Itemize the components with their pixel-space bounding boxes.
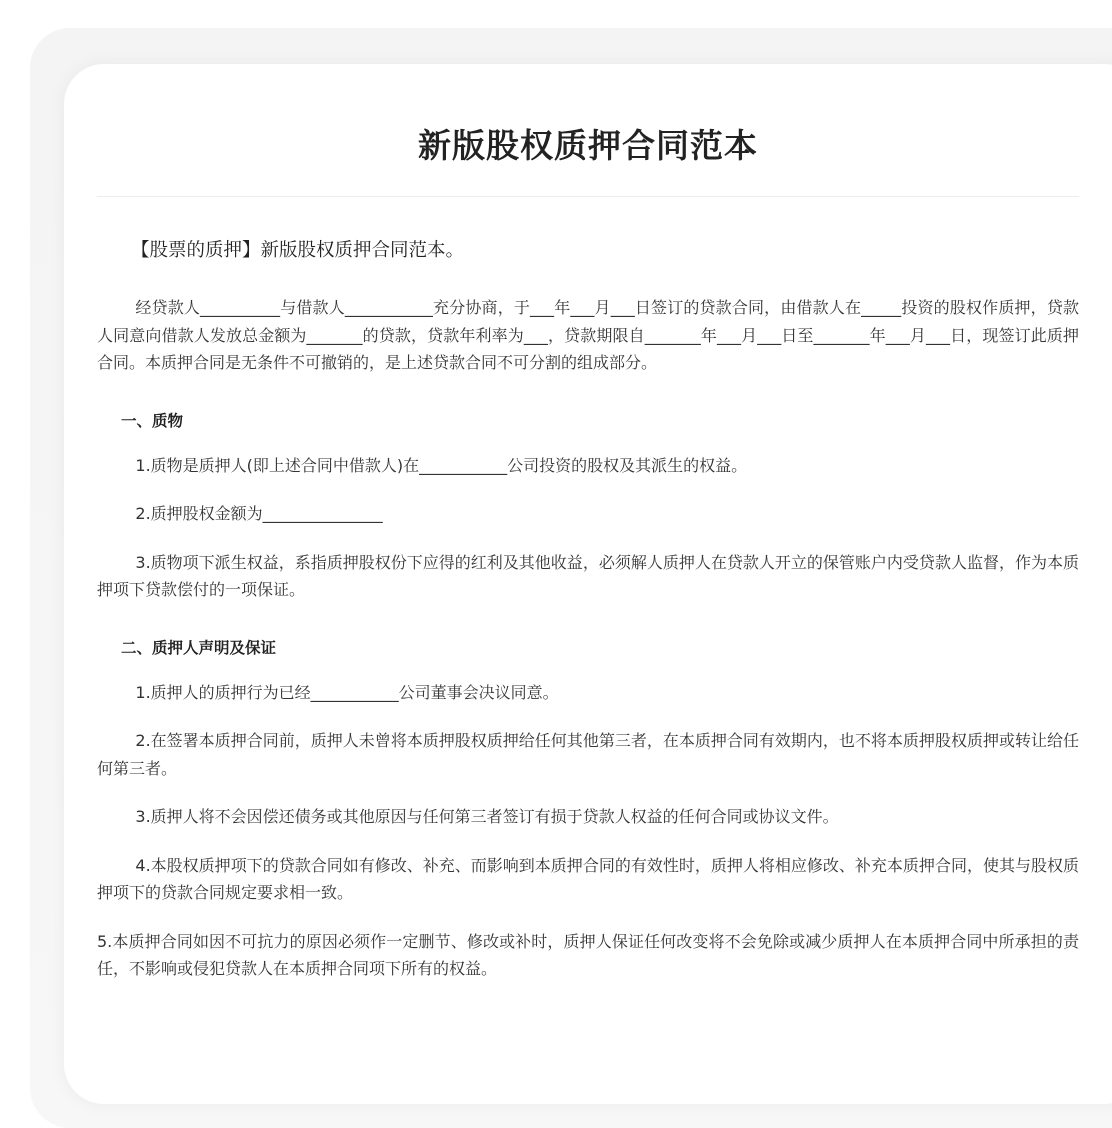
declaration-clause-3: 3.质押人将不会因偿还债务或其他原因与任何第三者签订有损于贷款人权益的任何合同或协议文件。 xyxy=(135,807,839,826)
intro-paragraph: 经贷款人__________与借款人___________充分协商，于___年___月___日签订的贷款合同，由借款人在_____投资的股权作质押，贷款人同意向借款人发放总金额为_______的贷款，贷款年利率为___，贷款期限自_______年___月___日至_______年___月___日，现签订此质押合同。本质押合同是无条件不可撤销的，是上述贷款合同不可分割的组成部分。 xyxy=(97,298,1079,372)
lead-paragraph: 【股票的质押】新版股权质押合同范本。 xyxy=(131,240,465,261)
document-title: 新版股权质押合同范本 xyxy=(418,126,758,165)
declaration-clause-1: 1.质押人的质押行为已经___________公司董事会决议同意。 xyxy=(135,682,559,702)
pledge-clause-2: 2.质押股权金额为_______________ xyxy=(135,504,383,523)
pledge-clause-1: 1.质物是质押人(即上述合同中借款人)在___________公司投资的股权及其派生的权益。 xyxy=(135,455,748,475)
pledge-clause-3: 3.质物项下派生权益，系指质押股权份下应得的红利及其他收益，必须解人质押人在贷款人开立的保管账户内受贷款人监督，作为本质押项下贷款偿付的一项保证。 xyxy=(97,552,1079,599)
declaration-clause-4: 4.本股权质押项下的贷款合同如有修改、补充、而影响到本质押合同的有效性时，质押人将相应修改、补充本质押合同，使其与股权质押项下的贷款合同规定要求相一致。 xyxy=(97,855,1079,902)
section-heading-declaration: 二、质押人声明及保证 xyxy=(121,638,277,657)
section-heading-pledge: 一、质物 xyxy=(121,411,184,430)
title-divider xyxy=(97,196,1079,197)
document-content xyxy=(97,64,1079,983)
declaration-clause-2: 2.在签署本质押合同前，质押人未曾将本质押股权质押给任何其他第三者，在本质押合同有效期内，也不将本质押股权质押或转让给任何第三者。 xyxy=(97,731,1079,778)
declaration-clause-5: 5.本质押合同如因不可抗力的原因必须作一定删节、修改或补时，质押人保证任何改变将不会免除或减少质押人在本质押合同中所承担的责任，不影响或侵犯贷款人在本质押合同项下所有的权益。 xyxy=(97,931,1079,978)
